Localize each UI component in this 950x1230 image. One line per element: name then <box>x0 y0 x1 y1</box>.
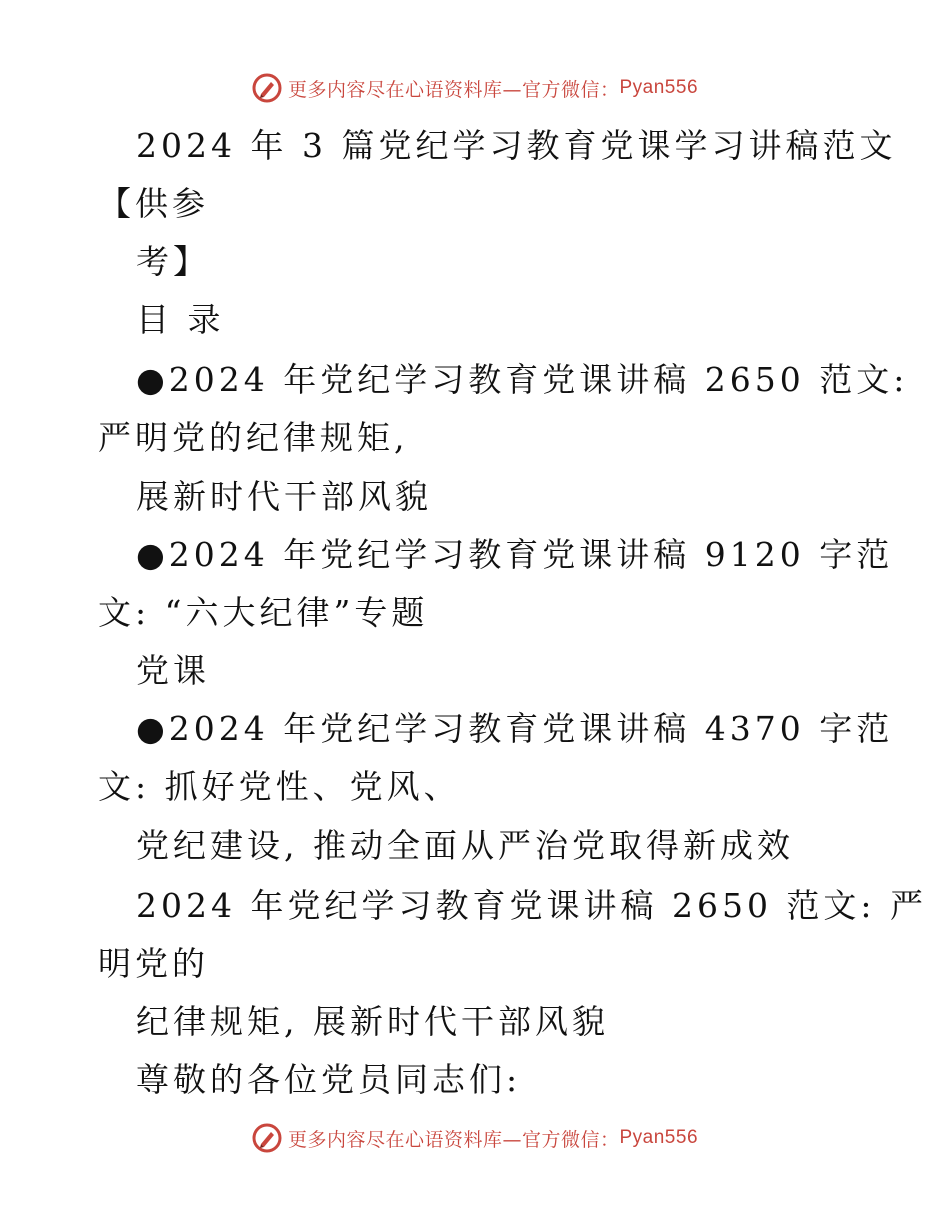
watermark-text: 更多内容尽在心语资料库—官方微信： <box>287 1128 620 1151</box>
toc-item: ●2024 年党纪学习教育党课讲稿 4370 字范 <box>136 709 894 748</box>
title-continuation: 【供参 <box>98 184 209 223</box>
toc-heading: 目 录 <box>136 300 225 339</box>
section-heading: 2024 年党纪学习教育党课讲稿 2650 范文: 严 <box>136 886 928 925</box>
toc-item-continuation: 党纪建设, 推动全面从严治党取得新成效 <box>136 826 794 865</box>
toc-item-continuation: 文: “六大纪律”专题 <box>98 593 429 632</box>
footer-watermark <box>0 1118 950 1158</box>
toc-item: ●2024 年党纪学习教育党课讲稿 9120 字范 <box>136 535 894 574</box>
pen-logo-icon <box>252 1123 282 1153</box>
title-continuation: 考】 <box>136 242 210 281</box>
toc-item-continuation: 严明党的纪律规矩, <box>98 418 409 457</box>
toc-item-continuation: 展新时代干部风貌 <box>136 477 432 516</box>
toc-item: ●2024 年党纪学习教育党课讲稿 2650 范文: <box>136 360 909 399</box>
watermark-wechat-id: Pyan556 <box>619 77 699 98</box>
toc-item-continuation: 党课 <box>136 651 210 690</box>
section-heading-continuation: 明党的 <box>98 944 209 983</box>
section-heading-continuation: 纪律规矩, 展新时代干部风貌 <box>136 1002 609 1041</box>
watermark-text: 更多内容尽在心语资料库—官方微信： <box>287 78 620 101</box>
toc-item-continuation: 文: 抓好党性、党风、 <box>98 767 461 806</box>
salutation: 尊敬的各位党员同志们: <box>136 1060 522 1099</box>
document-title: 2024 年 3 篇党纪学习教育党课学习讲稿范文 <box>136 126 897 165</box>
watermark-wechat-id: Pyan556 <box>619 1127 699 1148</box>
